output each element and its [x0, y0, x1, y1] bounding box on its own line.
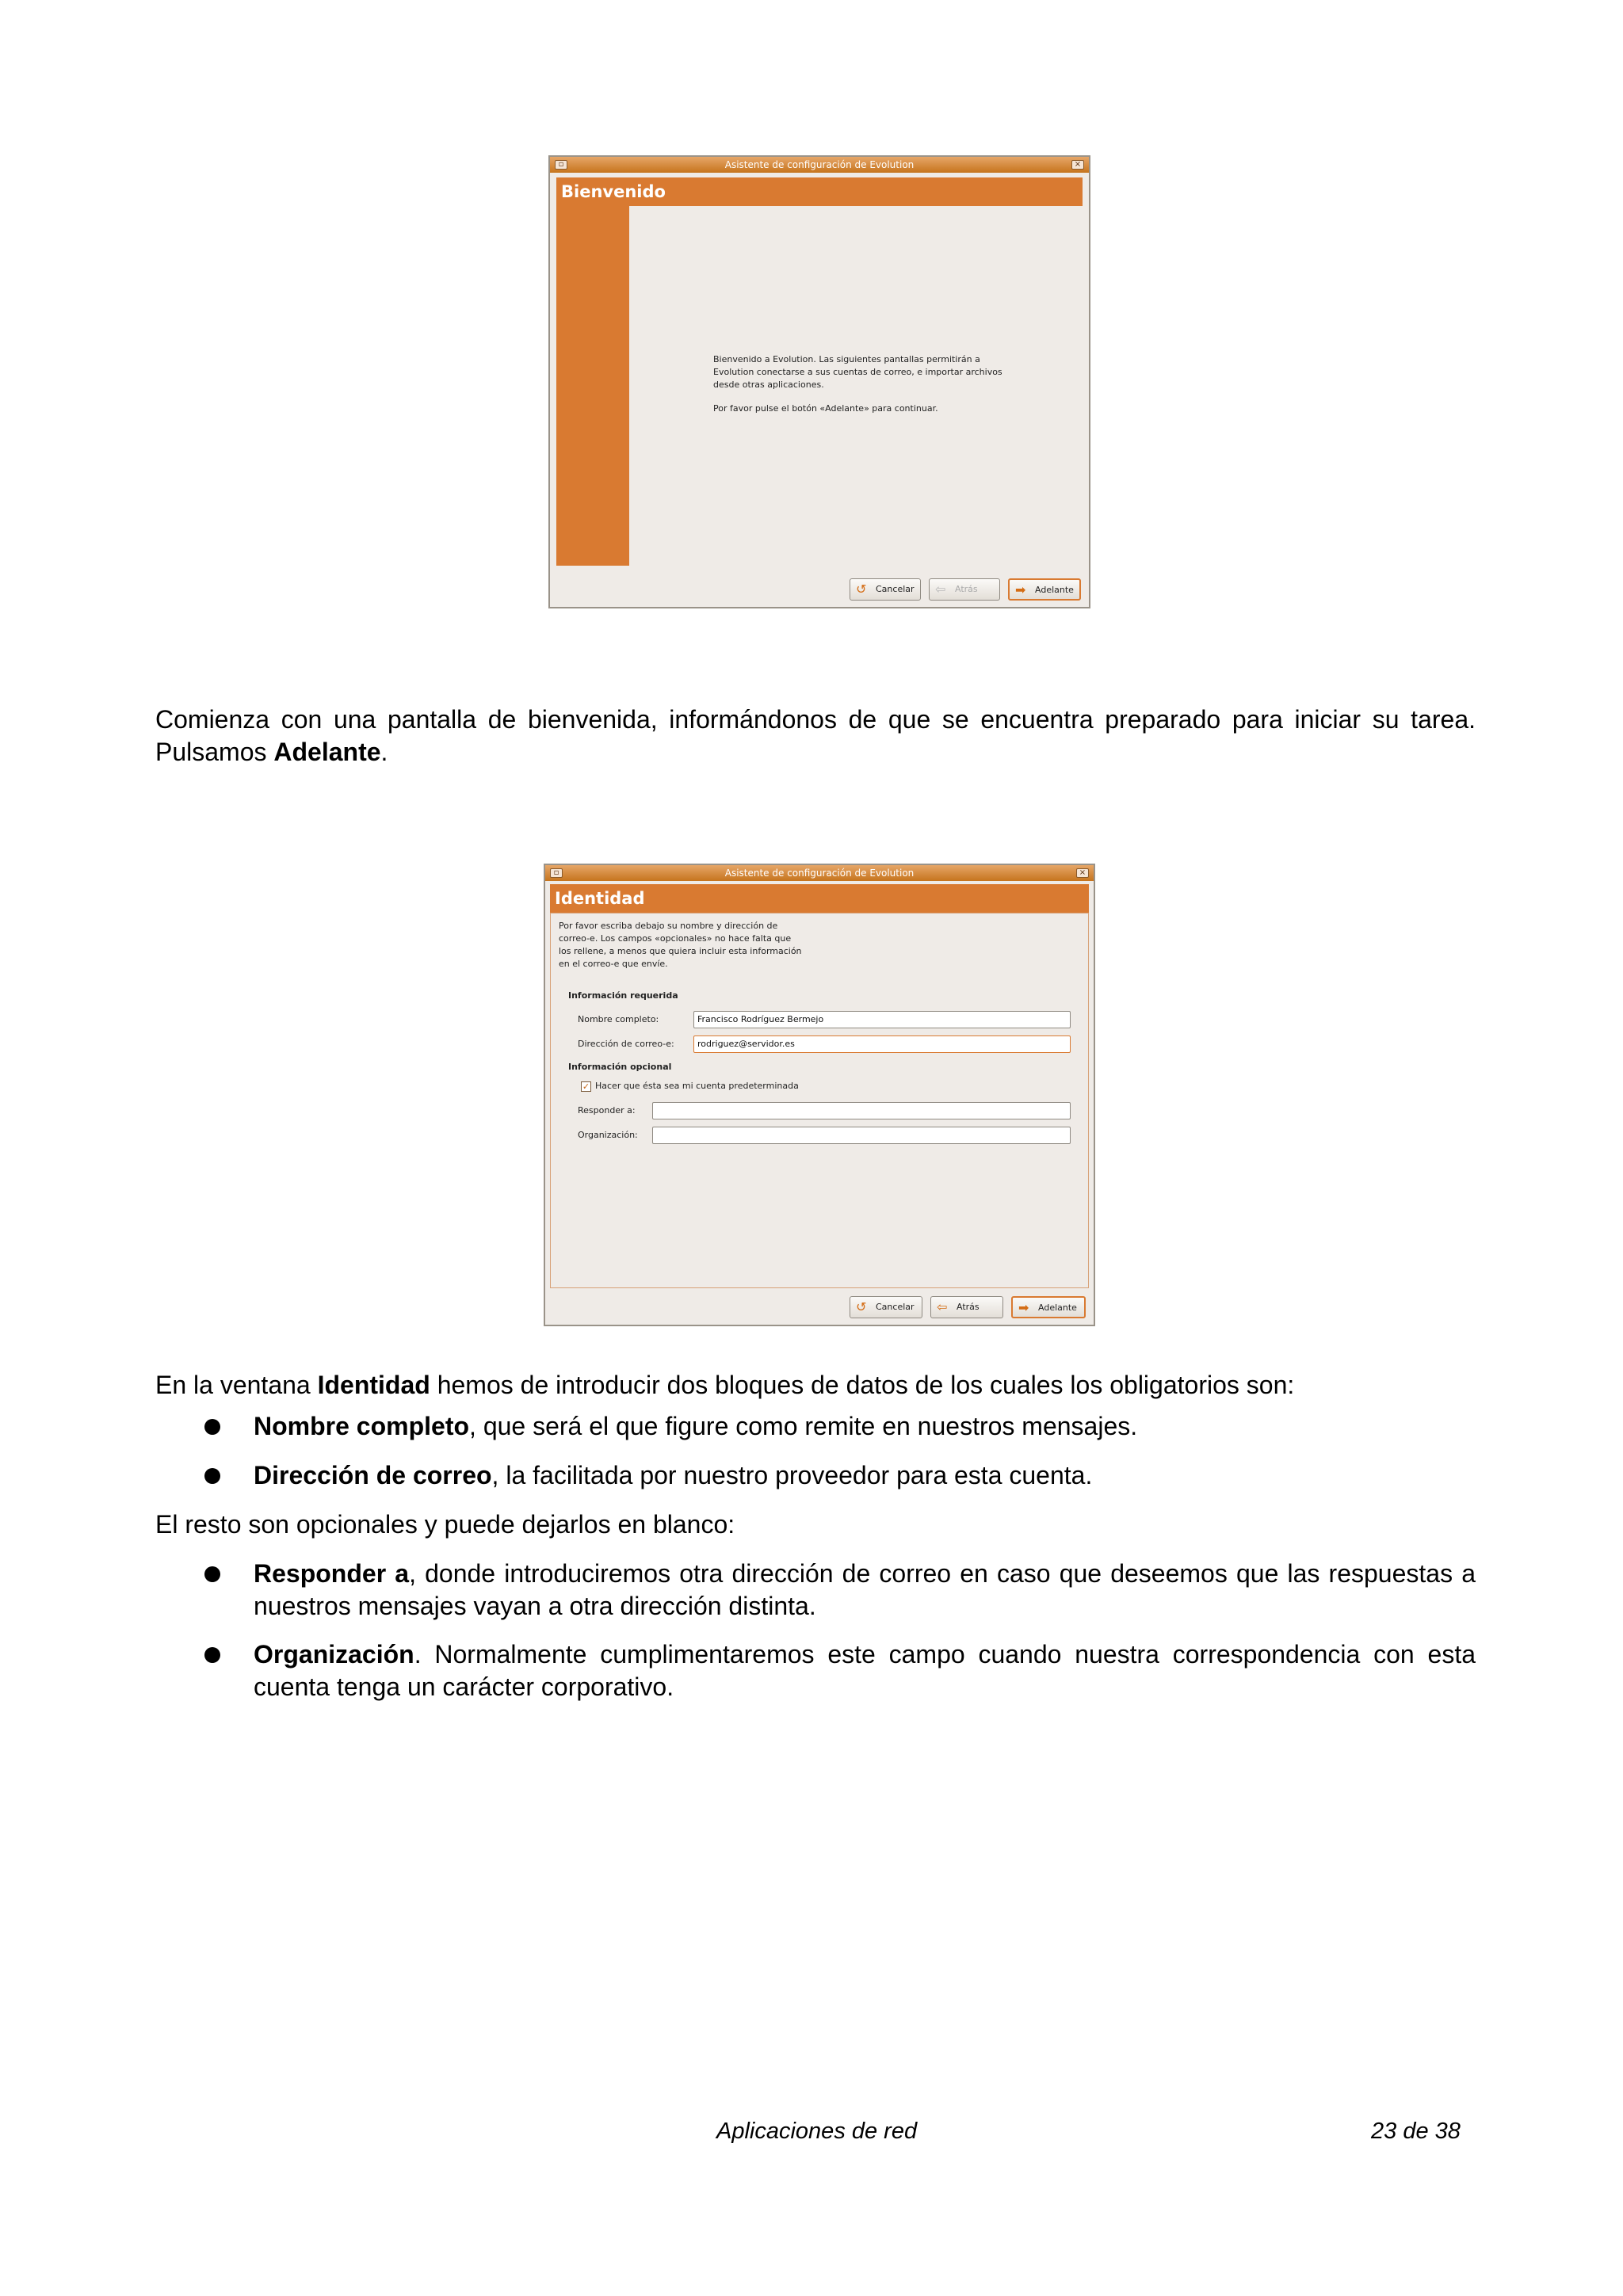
list-item-bold: Dirección de correo	[254, 1461, 492, 1489]
bullet-dot	[204, 1419, 220, 1435]
back-button[interactable]	[930, 1296, 1003, 1318]
cancel-icon: ↺	[856, 1299, 867, 1314]
page-header: Bienvenido	[556, 177, 1083, 206]
cancel-icon: ↺	[856, 582, 867, 597]
required-heading: Información requerida	[568, 990, 678, 1001]
paragraph-welcome	[155, 704, 1476, 769]
back-button[interactable]	[929, 578, 1000, 601]
list-item-bold: Organización	[254, 1640, 414, 1669]
window-titlebar	[550, 157, 1089, 173]
default-account-label: Hacer que ésta sea mi cuenta predeterminada	[595, 1081, 799, 1091]
back-label: Atrás	[957, 1302, 980, 1312]
cancel-button[interactable]	[850, 578, 921, 601]
continue-instruction: Por favor pulse el botón «Adelante» para continuar.	[713, 403, 938, 414]
close-icon[interactable]: ×	[1076, 868, 1089, 878]
back-arrow-icon: ⇦	[937, 1299, 948, 1314]
paragraph-end: .	[380, 738, 388, 766]
organization-label: Organización:	[578, 1130, 638, 1140]
list-item-text: . Normalmente cumplimentaremos este campo cuando nuestra correspondencia con esta cuenta tenga un carácter corporativo.	[254, 1640, 1476, 1701]
bullet-dot	[204, 1647, 220, 1663]
list-item-email	[254, 1459, 1476, 1492]
window-menu-icon[interactable]: ▫	[550, 868, 563, 878]
forward-label: Adelante	[1035, 585, 1074, 595]
forward-arrow-icon: ➡	[1018, 1300, 1029, 1315]
list-item-bold: Nombre completo	[254, 1412, 470, 1440]
fullname-input[interactable]: Francisco Rodríguez Bermejo	[693, 1011, 1071, 1028]
window-title: Asistente de configuración de Evolution	[724, 159, 915, 170]
forward-button[interactable]	[1008, 578, 1081, 601]
fullname-label: Nombre completo:	[578, 1014, 659, 1024]
list-item-fullname	[254, 1410, 1476, 1443]
paragraph-text-end: hemos de introducir dos bloques de datos de los cuales los obligatorios son:	[430, 1371, 1295, 1399]
window-menu-icon[interactable]: ▫	[555, 160, 567, 170]
list-item-text: , donde introduciremos otra dirección de correo en caso que deseemos que las respuestas a nuestros mensajes vayan a otra dirección distinta.	[254, 1559, 1476, 1620]
paragraph-bold: Adelante	[273, 738, 381, 766]
back-label: Atrás	[955, 584, 978, 594]
reply-to-label: Responder a:	[578, 1105, 636, 1116]
close-icon[interactable]: ×	[1071, 160, 1084, 170]
forward-label: Adelante	[1038, 1302, 1077, 1313]
page-number: 23 de 38	[1371, 2119, 1461, 2144]
welcome-text	[713, 353, 1014, 415]
window-titlebar	[545, 865, 1094, 881]
footer-title: Aplicaciones de red	[716, 2119, 918, 2144]
email-input[interactable]: rodriguez@servidor.es	[693, 1035, 1071, 1053]
back-arrow-icon: ⇦	[935, 582, 946, 597]
welcome-window	[548, 155, 1090, 608]
intro-text: Por favor escriba debajo su nombre y dirección de correo-e. Los campos «opcionales» no hace falta que los rellene, a menos que quiera incluir esta información en el correo-e que envíe.	[559, 921, 802, 969]
paragraph-bold: Identidad	[317, 1371, 430, 1399]
identity-window	[544, 864, 1095, 1326]
list-item-organization	[254, 1638, 1476, 1703]
list-item-reply-to	[254, 1558, 1476, 1623]
paragraph-text: En la ventana	[155, 1371, 318, 1399]
window-title: Asistente de configuración de Evolution	[724, 868, 915, 879]
list-item-bold: Responder a	[254, 1559, 410, 1588]
forward-arrow-icon: ➡	[1015, 582, 1026, 597]
page-header: Identidad	[550, 884, 1089, 913]
reply-to-input[interactable]	[652, 1102, 1071, 1119]
identity-panel	[550, 913, 1089, 1288]
email-label: Dirección de correo-e:	[578, 1039, 674, 1049]
paragraph-identity	[155, 1369, 1476, 1402]
welcome-paragraph: Bienvenido a Evolution. Las siguientes pantallas permitirán a Evolution conectarse a sus cuentas de correo, e importar archivos desde otras aplicaciones.	[713, 354, 1002, 390]
paragraph-text: Comienza con una pantalla de bienvenida, informándonos de que se encuentra preparado para iniciar su tarea. Pulsamos	[155, 705, 1476, 766]
organization-input[interactable]	[652, 1127, 1071, 1144]
default-account-checkbox[interactable]: ✓	[582, 1081, 590, 1092]
bullet-dot	[204, 1468, 220, 1484]
optional-heading: Información opcional	[568, 1062, 672, 1072]
side-banner	[556, 206, 629, 566]
cancel-label: Cancelar	[876, 584, 915, 594]
bullet-dot	[204, 1566, 220, 1582]
paragraph-optional: El resto son opcionales y puede dejarlos en blanco:	[155, 1510, 735, 1539]
cancel-label: Cancelar	[876, 1302, 915, 1312]
forward-button[interactable]	[1011, 1296, 1086, 1318]
list-item-text: , que será el que figure como remite en nuestros mensajes.	[469, 1412, 1138, 1440]
list-item-text: , la facilitada por nuestro proveedor para esta cuenta.	[491, 1461, 1093, 1489]
cancel-button[interactable]	[850, 1296, 922, 1318]
